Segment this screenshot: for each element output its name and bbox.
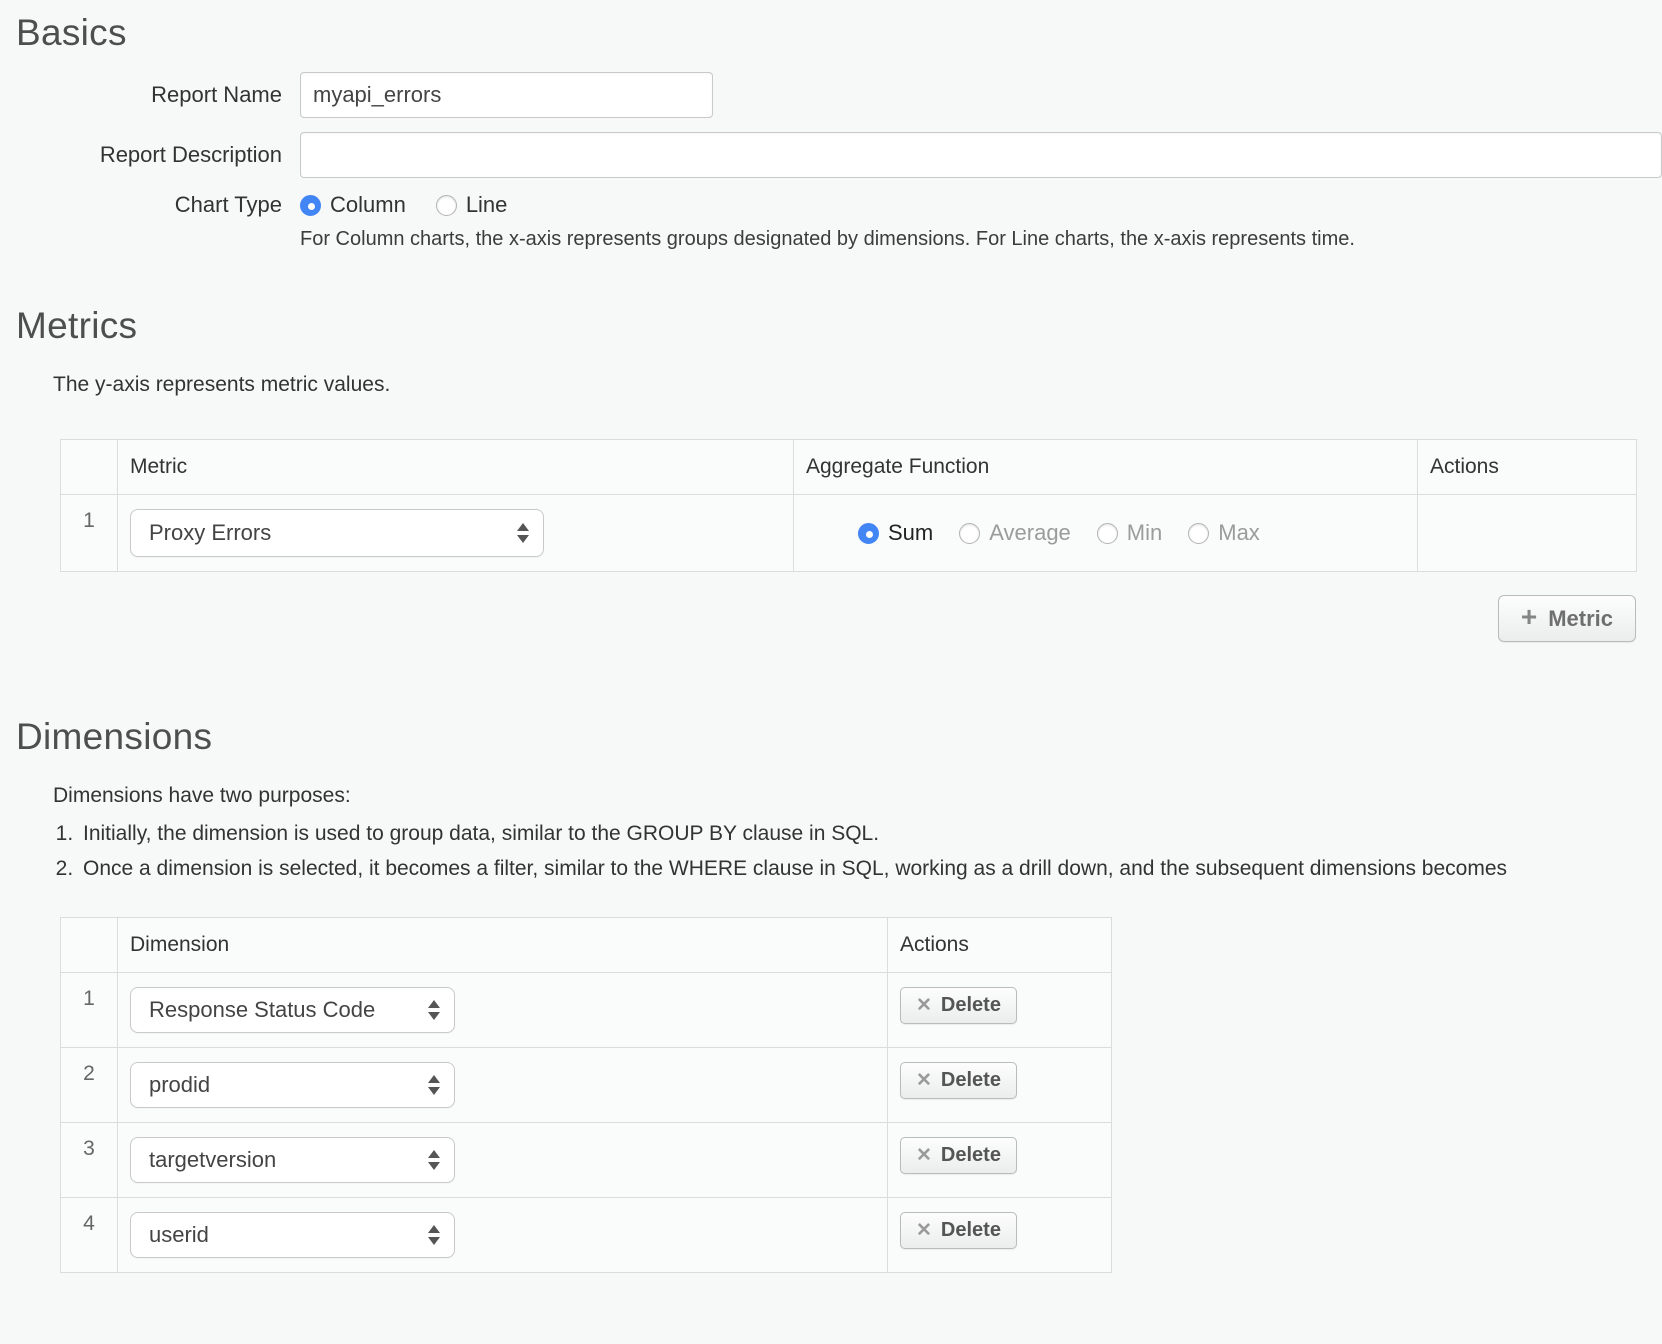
dimension-select-cell [118, 1123, 888, 1198]
dimension-select-cell [118, 973, 888, 1048]
add-metric-button-label: Metric [1548, 605, 1613, 631]
radio-unselected-icon [1097, 523, 1118, 544]
radio-unselected-icon [1188, 523, 1209, 544]
dimension-select-value: targetversion [149, 1147, 277, 1172]
dimension-select[interactable] [130, 1062, 455, 1108]
metrics-description: The y-axis represents metric values. [53, 373, 391, 396]
select-arrows-icon [428, 1225, 440, 1245]
aggregate-function-cell [794, 495, 1418, 572]
chart-type-label: Chart Type [174, 192, 282, 217]
metrics-header-aggregate: Aggregate Function [794, 440, 1418, 495]
report-description-input[interactable] [300, 132, 1662, 178]
dimension-row [61, 1123, 1112, 1198]
radio-selected-icon [858, 523, 879, 544]
delete-button-label: Delete [940, 1219, 1001, 1241]
metric-select-cell [118, 495, 794, 572]
dimension-row [61, 1048, 1112, 1123]
dimensions-header-actions: Actions [888, 918, 1112, 973]
dimension-select[interactable] [130, 1212, 455, 1258]
radio-unselected-icon [959, 523, 980, 544]
report-name-row [0, 72, 1662, 118]
dimensions-header-dimension: Dimension [118, 918, 888, 973]
basics-title: Basics [16, 12, 127, 53]
metrics-table-header-row [61, 440, 1637, 495]
chart-type-column-option[interactable] [300, 192, 406, 218]
aggregate-max-label: Max [1218, 520, 1260, 545]
dimension-purpose-item: 1. Initially, the dimension is used to group data, similar to the GROUP BY clause in SQL. [79, 822, 1662, 846]
dimensions-header-index [61, 918, 118, 973]
metric-select-value: Proxy Errors [149, 520, 272, 545]
dimension-actions-cell [888, 1198, 1112, 1273]
dimension-select-value: Response Status Code [149, 997, 376, 1022]
metrics-title: Metrics [16, 305, 138, 346]
basics-section [0, 0, 1662, 251]
metrics-table [60, 439, 1637, 572]
dimensions-table [60, 917, 1112, 1273]
metrics-header-actions: Actions [1418, 440, 1637, 495]
dimension-purpose-item: 2. Once a dimension is selected, it becomes a filter, similar to the WHERE clause in SQL, working as a drill down, and the subsequent dimensions becomes [79, 857, 1662, 881]
chart-type-line-label: Line [465, 192, 508, 217]
dimension-row-index: 3 [61, 1123, 118, 1198]
report-description-row [0, 132, 1662, 178]
aggregate-sum-label: Sum [888, 520, 934, 545]
x-icon: ✕ [916, 995, 932, 1016]
dimensions-description: Dimensions have two purposes: [53, 784, 351, 807]
select-arrows-icon [517, 523, 529, 543]
metrics-header-metric: Metric [118, 440, 794, 495]
dimension-select-value: userid [149, 1222, 209, 1247]
dimension-row-index: 4 [61, 1198, 118, 1273]
x-icon: ✕ [916, 1220, 932, 1241]
chart-type-row [0, 192, 1662, 218]
x-icon: ✕ [916, 1145, 932, 1166]
metric-row [61, 495, 1637, 572]
select-arrows-icon [428, 1150, 440, 1170]
aggregate-average-option[interactable] [959, 520, 1071, 546]
radio-selected-icon [300, 195, 321, 216]
dimension-select-value: prodid [149, 1072, 211, 1097]
metric-select[interactable] [130, 509, 544, 557]
delete-button-label: Delete [940, 994, 1001, 1016]
delete-dimension-button[interactable] [900, 1137, 1017, 1174]
delete-button-label: Delete [940, 1069, 1001, 1091]
dimension-actions-cell [888, 1123, 1112, 1198]
dimensions-section [0, 716, 1662, 1273]
dimension-select[interactable] [130, 1137, 455, 1183]
add-metric-button[interactable] [1498, 595, 1636, 642]
report-name-label: Report Name [151, 82, 282, 107]
metrics-header-index [61, 440, 118, 495]
aggregate-average-label: Average [989, 520, 1071, 545]
report-description-label: Report Description [99, 142, 282, 167]
chart-type-help-text: For Column charts, the x-axis represents groups designated by dimensions. For Line charts, the x-axis represents time. [300, 228, 1355, 250]
dimensions-title: Dimensions [16, 716, 213, 757]
metrics-table-footer [60, 595, 1636, 642]
dimension-actions-cell [888, 973, 1112, 1048]
delete-dimension-button[interactable] [900, 1212, 1017, 1249]
select-arrows-icon [428, 1075, 440, 1095]
delete-button-label: Delete [940, 1144, 1001, 1166]
dimension-purposes-list [53, 822, 1662, 881]
dimensions-table-header-row [61, 918, 1112, 973]
delete-dimension-button[interactable] [900, 1062, 1017, 1099]
dimension-select-cell [118, 1198, 888, 1273]
dimension-row-index: 2 [61, 1048, 118, 1123]
dimension-select[interactable] [130, 987, 455, 1033]
dimension-select-cell [118, 1048, 888, 1123]
radio-unselected-icon [436, 195, 457, 216]
metric-row-index: 1 [61, 495, 118, 572]
x-icon: ✕ [916, 1070, 932, 1091]
aggregate-radio-group [806, 509, 1405, 546]
dimension-row [61, 1198, 1112, 1273]
select-arrows-icon [428, 1000, 440, 1020]
delete-dimension-button[interactable] [900, 987, 1017, 1024]
chart-type-line-option[interactable] [436, 192, 508, 218]
aggregate-max-option[interactable] [1188, 520, 1260, 546]
report-name-input[interactable] [300, 72, 713, 118]
metrics-section [0, 305, 1662, 642]
aggregate-min-label: Min [1126, 520, 1163, 545]
chart-type-column-label: Column [330, 192, 406, 217]
plus-icon: + [1520, 601, 1538, 632]
metric-actions-cell [1418, 495, 1637, 572]
dimension-row [61, 973, 1112, 1048]
dimension-actions-cell [888, 1048, 1112, 1123]
chart-type-radio-group [300, 192, 507, 218]
aggregate-sum-option[interactable] [858, 520, 933, 546]
dimension-row-index: 1 [61, 973, 118, 1048]
aggregate-min-option[interactable] [1097, 520, 1162, 546]
